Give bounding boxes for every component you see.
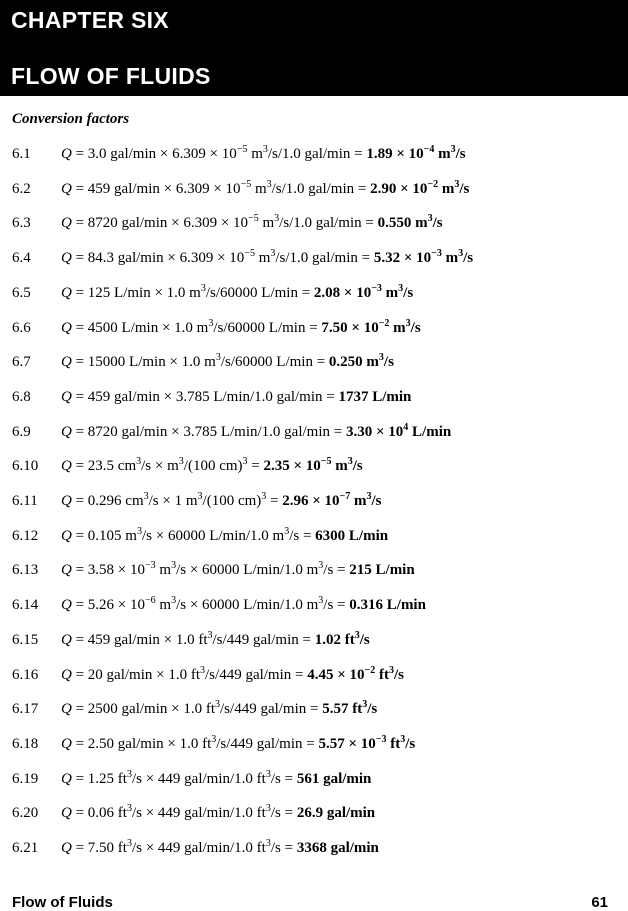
equation-text: m	[258, 215, 275, 232]
answer-exponent: 3	[398, 282, 404, 294]
equation	[61, 701, 377, 718]
equation-text: /s × 449 gal/min/1.0 ft	[131, 770, 266, 787]
answer-exponent: 3	[389, 664, 394, 676]
answer-text: 5.32 × 10	[373, 250, 432, 267]
equation-text: /s/449 gal/min =	[216, 735, 319, 752]
answer	[349, 597, 426, 613]
problem-number: 6.3	[12, 215, 31, 232]
exponent: 3	[200, 282, 206, 294]
equation-text: /s/1.0 gal/min =	[271, 180, 371, 197]
answer-exponent: −2	[378, 317, 390, 329]
equation-text: /s/60000 L/min =	[205, 284, 314, 301]
equation-text: = 0.06 ft	[75, 805, 127, 822]
answer	[370, 178, 470, 197]
answer-text: 0.550 m	[377, 215, 428, 232]
answer-exponent: 3	[362, 699, 368, 711]
exponent: 3	[208, 317, 214, 329]
equation	[61, 664, 405, 684]
answer-text: 215 L/min	[349, 562, 415, 579]
equation	[61, 493, 382, 510]
answer	[282, 493, 381, 509]
exponent: 3	[318, 560, 324, 572]
answer	[322, 701, 377, 717]
answer-text: /s	[371, 493, 382, 509]
exponent: 3	[126, 838, 132, 849]
answer-text: L/min	[408, 423, 452, 440]
problem-number: 6.9	[12, 423, 31, 440]
exponent: −5	[236, 144, 248, 155]
exponent: 3	[262, 144, 268, 155]
exponent: −5	[240, 178, 252, 190]
problem-number: 6.14	[12, 597, 39, 614]
answer-text: 5.57 × 10	[318, 735, 376, 752]
equation-text: m	[247, 146, 263, 162]
answer-text: 2.35 × 10	[263, 458, 321, 475]
exponent: −3	[145, 560, 156, 572]
equation-text: /s × 449 gal/min/1.0 ft	[131, 805, 266, 822]
problem-number: 6.17	[12, 701, 39, 718]
problem-number: 6.21	[12, 840, 39, 856]
answer-text: /s	[367, 701, 378, 718]
exponent: −5	[248, 213, 259, 225]
equation-text: = 8720 gal/min × 6.309 × 10	[75, 215, 249, 232]
answer-exponent: −4	[423, 144, 435, 155]
equation-text: = 1.25 ft	[75, 770, 127, 787]
equation-text: /s/60000 L/min =	[213, 319, 322, 336]
answer-exponent: −3	[431, 248, 442, 260]
answer-text: 7.50 × 10	[321, 319, 379, 336]
answer-exponent: 3	[366, 491, 372, 502]
problem-number: 6.15	[12, 631, 39, 648]
answer-exponent: 3	[354, 629, 360, 641]
answer-text: 1737 L/min	[338, 388, 412, 405]
equation-text: /s =	[270, 805, 297, 822]
exponent: −6	[145, 595, 156, 607]
equation	[61, 525, 389, 545]
equation	[61, 250, 473, 267]
answer-text: 3368 gal/min	[296, 840, 379, 856]
answer	[366, 146, 465, 162]
equation-text: /s/449 gal/min =	[220, 701, 323, 718]
variable-q: Q	[61, 805, 72, 822]
equation-text: = 459 gal/min × 6.309 × 10	[75, 180, 241, 197]
answer-text: 0.316 L/min	[349, 597, 426, 614]
answer	[263, 458, 362, 474]
exponent: 3	[171, 560, 177, 572]
answer-exponent: −2	[427, 178, 439, 190]
answer-exponent: 3	[347, 456, 353, 468]
exponent: 3	[265, 838, 271, 849]
equation-text: m	[254, 250, 271, 267]
answer	[297, 805, 375, 821]
equation-text: /s =	[270, 770, 297, 787]
equation-text: /s/449 gal/min =	[212, 631, 315, 648]
answer-text: /s	[394, 666, 405, 683]
answer-text: /s	[432, 215, 443, 232]
equation-text: /(100 cm)	[183, 458, 243, 475]
equation-text: = 4500 L/min × 1.0 m	[75, 319, 209, 336]
exponent: 3	[126, 803, 132, 815]
answer	[349, 562, 414, 578]
answer-text: 1.89 × 10	[366, 146, 424, 162]
exponent: 3	[136, 525, 142, 537]
exponent: 3	[270, 248, 276, 260]
equation-text: /s/1.0 gal/min =	[279, 215, 378, 232]
variable-q: Q	[61, 735, 72, 752]
exponent: −5	[244, 248, 255, 260]
variable-q: Q	[61, 493, 72, 509]
equation	[61, 840, 379, 857]
variable-q: Q	[61, 319, 72, 336]
equation	[61, 178, 470, 198]
variable-q: Q	[61, 284, 72, 301]
answer	[329, 354, 394, 370]
equation	[61, 354, 394, 371]
equation-text: = 2500 gal/min × 1.0 ft	[75, 701, 216, 718]
equation	[61, 733, 416, 753]
variable-q: Q	[61, 250, 72, 267]
answer	[321, 317, 421, 336]
answer-text: 1.02 ft	[314, 631, 355, 648]
equation-text: = 459 gal/min × 3.785 L/min/1.0 gal/min =	[75, 388, 339, 405]
exponent: 3	[274, 213, 280, 225]
equation	[61, 389, 411, 406]
answer-exponent: −3	[375, 733, 387, 745]
variable-q: Q	[61, 666, 72, 683]
equation-text: /s/449 gal/min =	[205, 666, 308, 683]
answer	[313, 282, 414, 301]
exponent: 3	[266, 178, 272, 190]
answer-text: m	[350, 493, 367, 509]
equation-text: = 20 gal/min × 1.0 ft	[75, 666, 201, 683]
variable-q: Q	[61, 146, 72, 162]
chapter-title: FLOW OF FLUIDS	[11, 63, 211, 89]
equation-text: = 15000 L/min × 1.0 m	[75, 354, 216, 371]
problem-number: 6.6	[12, 319, 31, 336]
answer-exponent: 3	[405, 317, 411, 329]
equation-text: = 2.50 gal/min × 1.0 ft	[75, 735, 212, 752]
answer-exponent: 3	[400, 733, 406, 745]
equation	[61, 458, 363, 475]
answer-text: /s	[405, 735, 416, 752]
answer-text: 26.9 gal/min	[296, 805, 376, 822]
equation-text: m	[155, 597, 172, 614]
answer-exponent: −7	[339, 491, 351, 502]
answer-text: 6300 L/min	[315, 527, 389, 544]
exponent: 3	[215, 699, 221, 711]
equation-text: /s/1.0 gal/min =	[267, 146, 367, 162]
problem-number: 6.8	[12, 388, 31, 405]
answer-text: m	[441, 250, 459, 267]
variable-q: Q	[61, 423, 72, 440]
exponent: 3	[200, 664, 206, 676]
problem-number: 6.7	[12, 354, 31, 371]
exponent: 3	[207, 629, 213, 641]
exponent: 3	[126, 768, 132, 780]
answer-text: 5.57 ft	[322, 701, 363, 718]
section-title: Conversion factors	[12, 111, 130, 127]
equation-text: /s =	[270, 840, 297, 856]
answer-text: /s	[410, 319, 421, 336]
answer-exponent: −2	[364, 664, 376, 676]
equation-text: /s =	[323, 562, 350, 579]
equation-text: /s/60000 L/min =	[220, 354, 329, 371]
equation	[61, 317, 421, 337]
equation-text: /s × 449 gal/min/1.0 ft	[131, 840, 266, 856]
variable-q: Q	[61, 388, 72, 405]
equation-text: = 5.26 × 10	[75, 597, 146, 614]
variable-q: Q	[61, 597, 72, 614]
exponent: 3	[136, 456, 142, 468]
answer-text: 0.250 m	[328, 354, 379, 371]
problem-number: 6.18	[12, 735, 39, 752]
answer	[378, 215, 443, 231]
answer-text: m	[438, 180, 455, 197]
answer-text: 2.90 × 10	[370, 180, 428, 197]
chapter-number: CHAPTER SIX	[11, 7, 169, 33]
answer-text: ft	[386, 735, 401, 752]
variable-q: Q	[61, 180, 72, 197]
variable-q: Q	[61, 354, 72, 371]
answer-exponent: 3	[427, 213, 433, 225]
equation-text: =	[247, 458, 264, 475]
exponent: 3	[215, 352, 221, 364]
problem-number: 6.11	[12, 493, 38, 509]
equation-text: = 7.50 ft	[75, 840, 127, 856]
answer-text: m	[381, 284, 399, 301]
answer	[338, 389, 411, 405]
exponent: 3	[178, 456, 184, 468]
exponent: 3	[261, 491, 267, 502]
variable-q: Q	[61, 562, 72, 579]
answer-exponent: 4	[403, 421, 409, 433]
exponent: 3	[284, 525, 290, 537]
answer	[297, 840, 379, 856]
equation-text: /s × 60000 L/min/1.0 m	[176, 562, 319, 579]
problem-number: 6.20	[12, 805, 39, 822]
equation-text: /s =	[289, 527, 316, 544]
exponent: 3	[318, 595, 324, 607]
answer-exponent: 3	[454, 178, 460, 190]
equation-text: = 125 L/min × 1.0 m	[75, 284, 201, 301]
equation-text: = 8720 gal/min × 3.785 L/min/1.0 gal/min =	[75, 423, 346, 440]
equation-text: /s × 60000 L/min/1.0 m	[141, 527, 285, 544]
equation-text: /s/1.0 gal/min =	[275, 250, 374, 267]
answer-text: /s	[463, 250, 474, 267]
equation-text: = 459 gal/min × 1.0 ft	[75, 631, 208, 648]
answer	[318, 733, 416, 752]
variable-q: Q	[61, 631, 72, 648]
variable-q: Q	[61, 701, 72, 718]
answer-text: 561 gal/min	[296, 770, 372, 787]
answer-text: /s	[352, 458, 363, 475]
equation-text: = 84.3 gal/min × 6.309 × 10	[75, 250, 245, 267]
problem-number: 6.2	[12, 180, 31, 197]
answer-text: 2.08 × 10	[313, 284, 372, 301]
equation-text: /s =	[323, 597, 350, 614]
chapter-header	[0, 0, 628, 96]
equation-text: /(100 cm)	[202, 493, 262, 509]
answer-exponent: −3	[371, 282, 382, 294]
problem-number: 6.16	[12, 666, 39, 683]
equation-text: /s × m	[141, 458, 179, 475]
problem-number: 6.12	[12, 527, 39, 544]
equation	[61, 562, 415, 579]
answer-exponent: 3	[458, 248, 464, 260]
answer-text: ft	[375, 666, 389, 683]
equation	[61, 768, 372, 788]
equation	[61, 282, 414, 302]
problem-number: 6.19	[12, 770, 39, 787]
exponent: 3	[171, 595, 177, 607]
exponent: 3	[265, 803, 271, 815]
equation-text: = 23.5 cm	[75, 458, 137, 475]
equation	[61, 421, 452, 441]
equation-text: = 3.58 × 10	[75, 562, 146, 579]
variable-q: Q	[61, 840, 72, 856]
problem-number: 6.4	[12, 250, 31, 267]
exponent: 3	[265, 768, 271, 780]
answer-text: m	[389, 319, 406, 336]
exponent: 3	[197, 491, 203, 502]
answer	[297, 771, 372, 787]
answer-text: 4.45 × 10	[307, 666, 365, 683]
answer-text: /s	[459, 180, 470, 197]
equation-text: = 3.0 gal/min × 6.309 × 10	[75, 146, 237, 162]
answer-text: /s	[383, 354, 394, 371]
running-footer: Flow of Fluids	[12, 894, 113, 911]
exponent: 3	[242, 456, 248, 468]
exponent: 3	[143, 491, 149, 502]
answer-text: /s	[403, 284, 414, 301]
answer-exponent: 3	[450, 144, 456, 155]
variable-q: Q	[61, 770, 72, 787]
equation-text: = 0.296 cm	[75, 493, 144, 509]
problem-number: 6.5	[12, 284, 31, 301]
equation-text: =	[266, 493, 283, 509]
equation	[61, 629, 370, 649]
equation-text: = 0.105 m	[75, 527, 137, 544]
variable-q: Q	[61, 215, 72, 232]
equation-text: /s × 60000 L/min/1.0 m	[176, 597, 319, 614]
answer-text: /s	[359, 631, 370, 648]
variable-q: Q	[61, 458, 72, 475]
equation	[61, 597, 426, 614]
equation-text: /s × 1 m	[148, 493, 198, 509]
page-number: 61	[591, 894, 608, 911]
answer	[345, 421, 452, 440]
equation-text: m	[155, 562, 172, 579]
variable-q: Q	[61, 527, 72, 544]
exponent: 3	[211, 733, 217, 745]
equation	[61, 146, 466, 163]
problem-number: 6.10	[12, 458, 39, 475]
answer-text: m	[331, 458, 348, 475]
problem-number: 6.13	[12, 562, 39, 579]
equation	[61, 805, 375, 822]
answer-exponent: 3	[378, 352, 384, 364]
problem-number: 6.1	[12, 146, 31, 162]
equation-text: m	[251, 180, 267, 197]
answer	[314, 629, 370, 648]
answer-text: 3.30 × 10	[345, 423, 404, 440]
answer-text: 2.96 × 10	[282, 493, 340, 509]
answer-text: /s	[455, 146, 466, 162]
answer	[374, 250, 473, 266]
answer	[307, 664, 405, 683]
answer	[315, 528, 388, 544]
equation	[61, 215, 443, 232]
answer-exponent: −5	[320, 456, 332, 468]
answer-text: m	[434, 146, 451, 162]
